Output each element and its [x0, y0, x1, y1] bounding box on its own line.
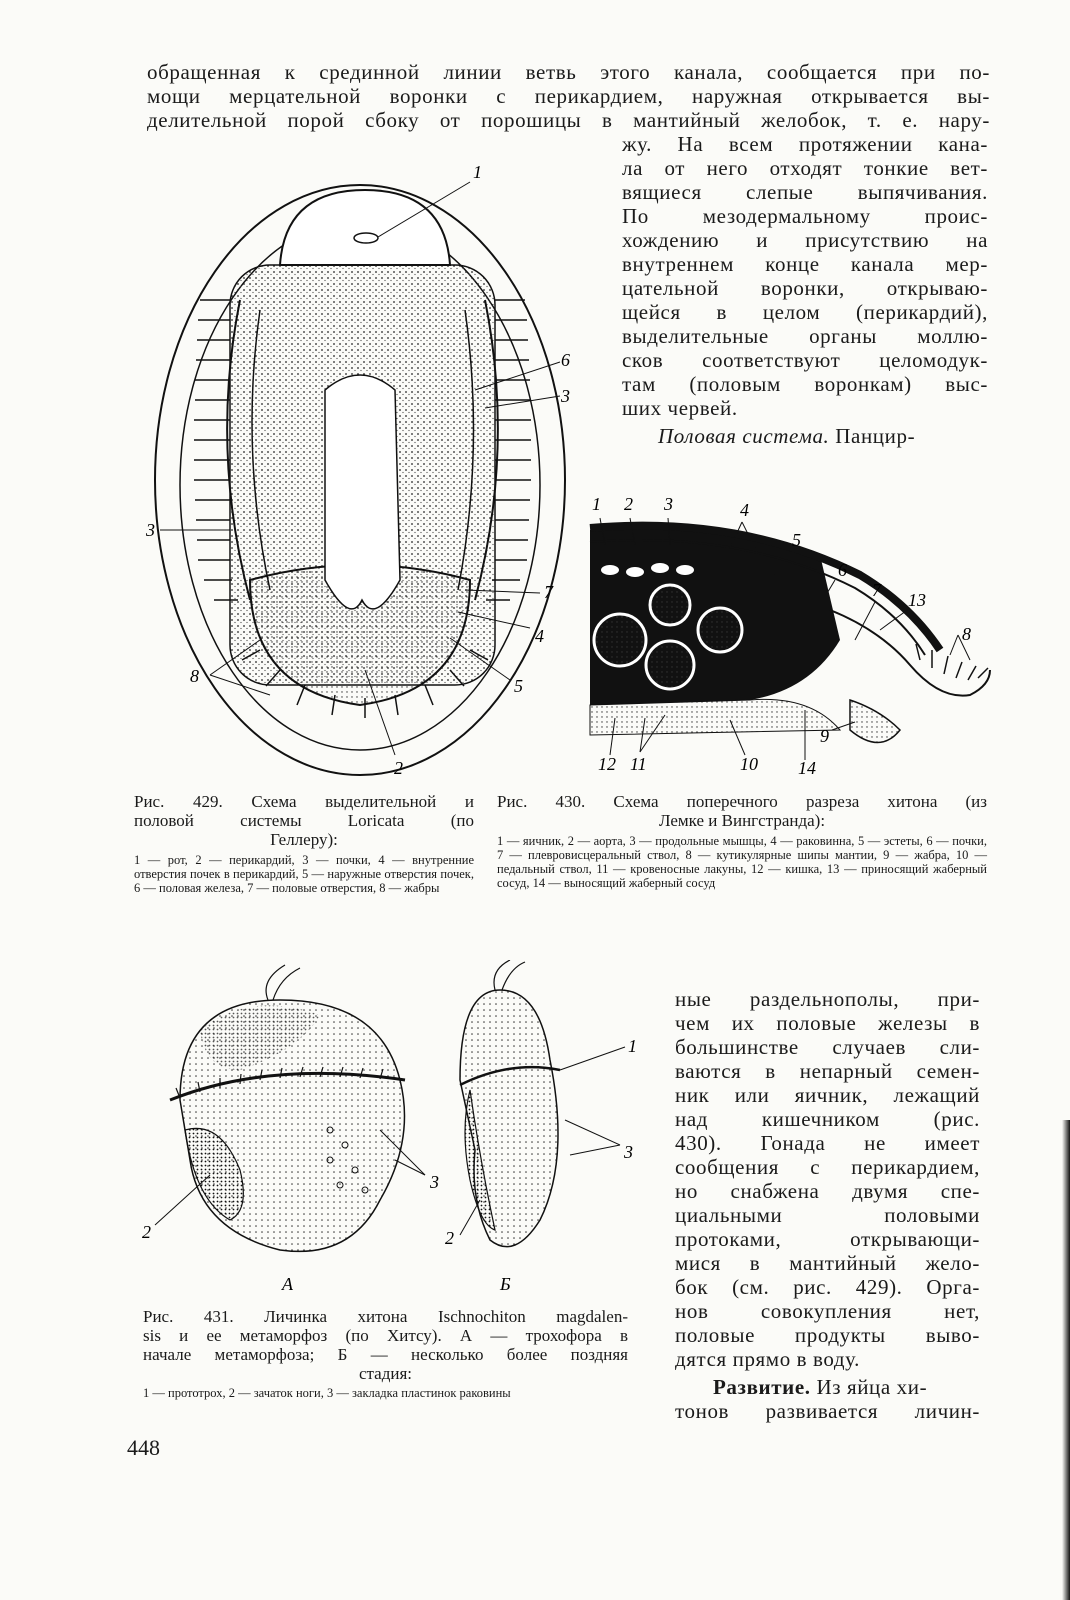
- text-line: обращенная к срединной линии ветвь этого канала, сообщается при по-: [147, 60, 990, 84]
- development-text: Из яйца хи-: [816, 1375, 928, 1399]
- fig429-legend: 1 — рот, 2 — перикардий, 3 — почки, 4 — внутренние отверстия почек в перикардий, 5 — наружные отверстия почек, 6 — половая железа, 7 — половые отверстия, 8 — жабры: [134, 853, 474, 895]
- fig429-label: 2: [394, 758, 403, 778]
- fig431-label: 2: [445, 1228, 454, 1248]
- fig430-label: 4: [740, 500, 749, 520]
- text-line: нов совокупления нет,: [675, 1299, 980, 1323]
- fig431-label: А: [282, 1274, 293, 1294]
- fig430-label: 9: [820, 726, 829, 746]
- section-heading: [622, 424, 988, 448]
- fig429-label: 1: [473, 162, 482, 182]
- text-line: сообщения с перикардием,: [675, 1155, 980, 1179]
- text-line: ваются в непарный семен-: [675, 1059, 980, 1083]
- fig429-label: 6: [561, 350, 570, 370]
- text-line: циальными половыми: [675, 1203, 980, 1227]
- caption-line: половой системы Loricata (по: [134, 811, 474, 830]
- fig430-label: 7: [872, 580, 881, 600]
- fig430-label: 3: [664, 494, 673, 514]
- text-line: жу. На всем протяжении кана-: [622, 132, 988, 156]
- text-line: 430). Гонада не имеет: [675, 1131, 980, 1155]
- fig429-label: 4: [535, 626, 544, 646]
- text-line: дятся прямо в воду.: [675, 1347, 861, 1371]
- text-line: протоками, открывающи-: [675, 1227, 980, 1251]
- text-line: делительной порой сбоку от порошицы в мантийный желобок, т. е. нару-: [147, 108, 990, 132]
- fig431-label: 2: [142, 1222, 151, 1242]
- text-line: мися в мантийный жело-: [675, 1251, 980, 1275]
- fig431-legend: 1 — прототрох, 2 — зачаток ноги, 3 — закладка пластинок раковины: [143, 1386, 511, 1400]
- text-line: большинстве случаев сли-: [675, 1035, 980, 1059]
- text-line: мощи мерцательной воронки с перикардием, наружная открывается вы-: [147, 84, 990, 108]
- development-heading: Развитие.: [713, 1375, 811, 1399]
- development-heading-line: [675, 1375, 980, 1399]
- text-line: ла от него отходят тонкие вет-: [622, 156, 988, 180]
- fig429-label: 3: [561, 386, 570, 406]
- text-line: над кишечником (рис.: [675, 1107, 980, 1131]
- fig430-label: 1: [592, 494, 601, 514]
- fig430-label: 12: [598, 754, 616, 774]
- fig430-legend: 1 — яичник, 2 — аорта, 3 — продольные мышцы, 4 — раковинна, 5 — эстеты, 6 — почки, 7 — плевровисцеральный ствол, 8 — кутикулярные шипы мантии, 9 — жабра, 10 — педальный ствол, 11 — кровеносные лакуны, 12 — кишка, 13 — приносящий жаберный сосуд, 14 — выносящий жаберный сосуд: [497, 834, 987, 890]
- fig429-label: 8: [190, 666, 199, 686]
- text-line: там (половым воронкам) выс-: [622, 372, 988, 396]
- text-line: но снабжена двумя спе-: [675, 1179, 980, 1203]
- figure-430-drawing: [580, 490, 1000, 780]
- text-line: ник или яичник, лежащий: [675, 1083, 980, 1107]
- text-line: По мезодермальному проис-: [622, 204, 988, 228]
- caption-line: начале метаморфоза; Б — несколько более поздняя: [143, 1345, 628, 1364]
- fig430-label: 10: [740, 754, 758, 774]
- text-line: ные раздельнополы, при-: [675, 987, 980, 1011]
- fig430-label: 8: [962, 624, 971, 644]
- caption-line: Рис. 429. Схема выделительной и: [134, 792, 474, 811]
- caption-line: Рис. 431. Личинка хитона Ischnochiton magdalen-: [143, 1307, 628, 1326]
- fig430-caption: [497, 792, 987, 890]
- fig429-label: 5: [514, 676, 523, 696]
- right-column-upper: [622, 132, 988, 448]
- section-heading-italic: Половая система.: [658, 424, 830, 448]
- scan-edge-shadow: [1062, 1120, 1070, 1600]
- top-paragraph: [147, 60, 990, 132]
- figure-431-drawing: [140, 960, 650, 1305]
- text-line: щейся в целом (перикардий),: [622, 300, 988, 324]
- text-line: цательной воронки, открываю-: [622, 276, 988, 300]
- text-line: вящиеся слепые выпячивания.: [622, 180, 988, 204]
- text-line: внутреннем конце канала мер-: [622, 252, 988, 276]
- caption-line: Геллеру):: [270, 830, 338, 849]
- fig431-label: 1: [628, 1036, 637, 1056]
- text-line: хождению и присутствию на: [622, 228, 988, 252]
- text-line: половые продукты выво-: [675, 1323, 980, 1347]
- figure-429-drawing: [140, 150, 580, 780]
- fig430-label: 2: [624, 494, 633, 514]
- page-number: 448: [127, 1435, 160, 1460]
- text-line: чем их половые железы в: [675, 1011, 980, 1035]
- fig431-caption: [143, 1307, 628, 1400]
- text-line: выделительные органы моллю-: [622, 324, 988, 348]
- caption-line: стадия:: [358, 1364, 413, 1383]
- caption-line: sis и ее метаморфоз (по Хитсу). А — трохофора в: [143, 1326, 628, 1345]
- text-line: бок (см. рис. 429). Орга-: [675, 1275, 980, 1299]
- fig429-caption: [134, 792, 474, 895]
- fig430-label: 13: [908, 590, 926, 610]
- fig429-label: 7: [544, 582, 553, 602]
- fig431-label: 3: [624, 1142, 633, 1162]
- fig431-label: Б: [500, 1274, 511, 1294]
- fig430-label: 11: [630, 754, 647, 774]
- text-line: ших червей.: [622, 396, 738, 420]
- fig430-label: 14: [798, 758, 816, 778]
- section-heading-rest: Панцир-: [835, 424, 916, 448]
- fig430-label: 6: [838, 560, 847, 580]
- fig431-label: 3: [430, 1172, 439, 1192]
- caption-line: Лемке и Вингстранда):: [658, 811, 826, 830]
- fig430-label: 5: [792, 530, 801, 550]
- right-column-lower: [675, 987, 980, 1423]
- fig429-label: 3: [146, 520, 155, 540]
- text-line: сков соответствуют целомодук-: [622, 348, 988, 372]
- caption-line: Рис. 430. Схема поперечного разреза хитона (из: [497, 792, 987, 811]
- text-line: тонов развивается личин-: [675, 1399, 980, 1423]
